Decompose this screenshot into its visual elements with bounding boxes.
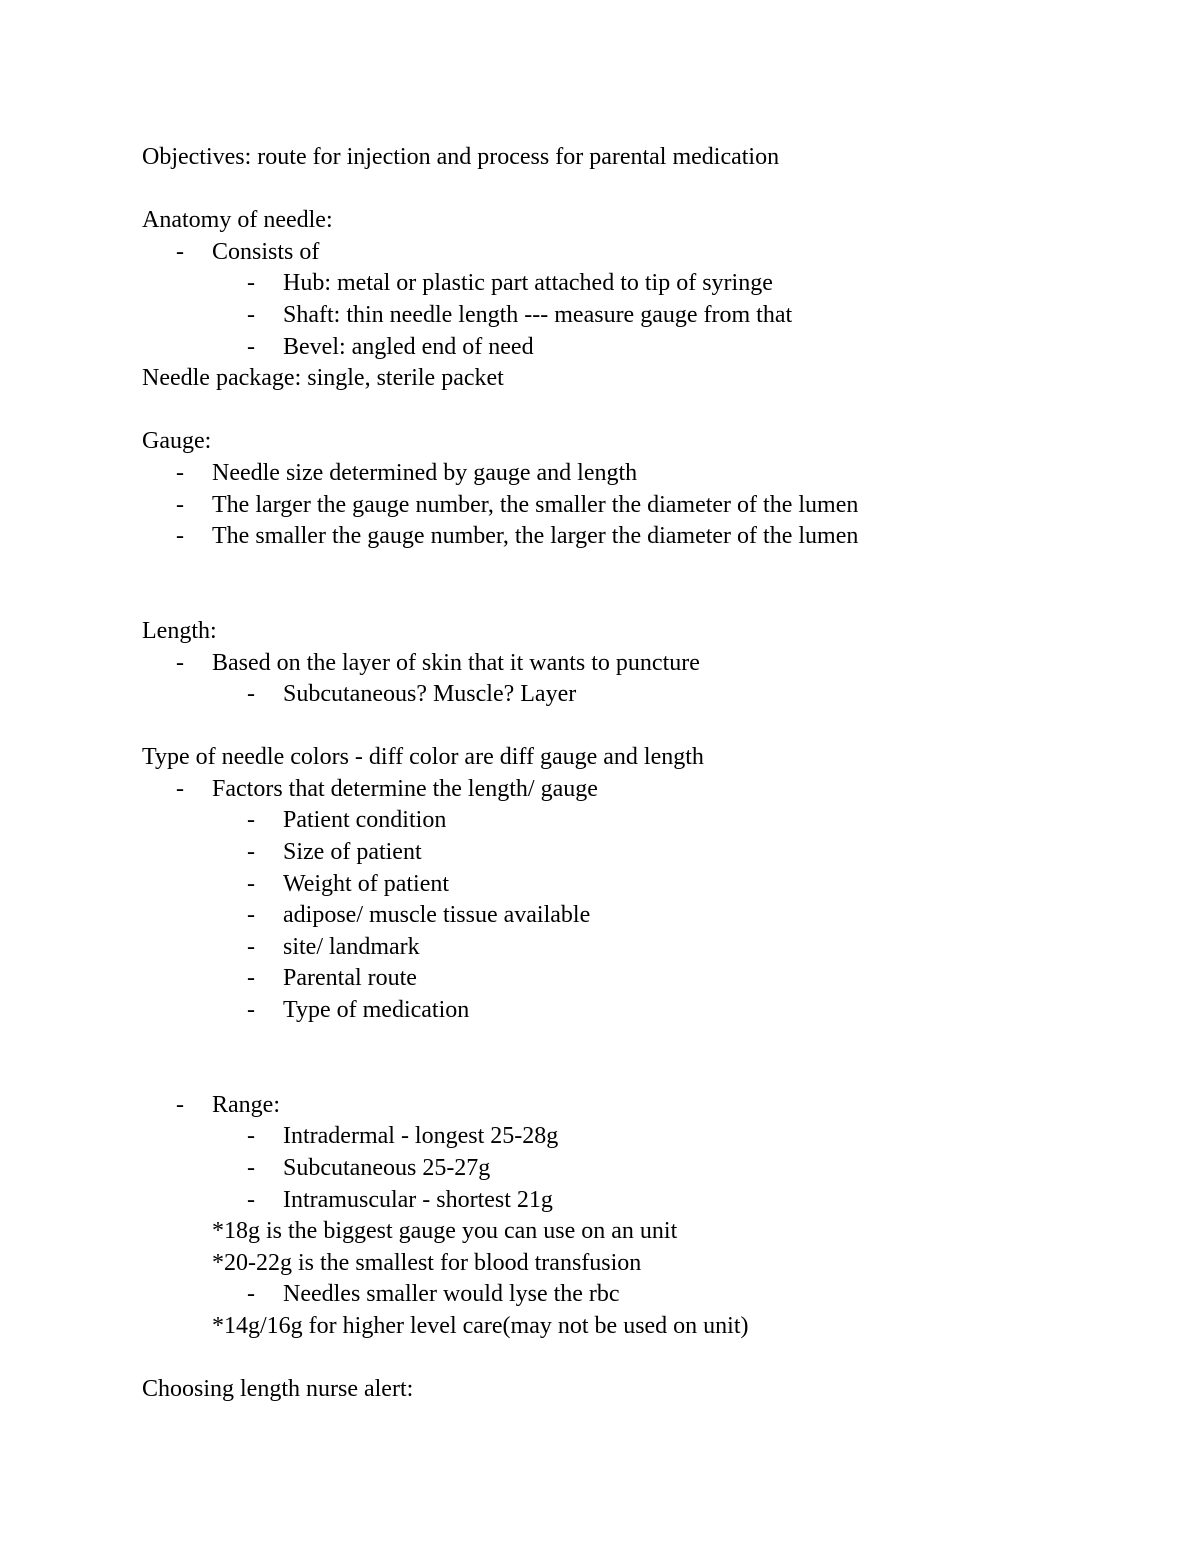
factor-text: Patient condition <box>283 807 447 834</box>
blank-line <box>142 395 1102 427</box>
list-item <box>142 995 1102 1027</box>
bullet-dash: - <box>176 649 184 676</box>
range-item-text: Intradermal - longest 25-28g <box>283 1123 559 1150</box>
bullet-dash: - <box>247 301 255 328</box>
factor-text: Size of patient <box>283 839 422 866</box>
bullet-dash: - <box>247 839 255 866</box>
list-item <box>142 900 1102 932</box>
bullet-dash: - <box>176 491 184 518</box>
bullet-dash: - <box>247 902 255 929</box>
bullet-dash: - <box>247 997 255 1024</box>
factors-label: Factors that determine the length/ gauge <box>212 775 598 802</box>
consists-text: Consists of <box>212 238 320 265</box>
length-subitem-text: Subcutaneous? Muscle? Layer <box>283 681 577 708</box>
bullet-dash: - <box>176 775 184 802</box>
blank-line <box>142 1027 1102 1059</box>
list-item <box>142 963 1102 995</box>
gauge-item-text: The larger the gauge number, the smaller the diameter of the lumen <box>212 491 859 518</box>
bullet-dash: - <box>247 333 255 360</box>
bullet-dash: - <box>176 238 184 265</box>
blank-line <box>142 1058 1102 1090</box>
bullet-dash: - <box>247 681 255 708</box>
bullet-dash: - <box>247 965 255 992</box>
blank-line <box>142 1343 1102 1375</box>
blank-line <box>142 584 1102 616</box>
list-item <box>142 805 1102 837</box>
note-higher-level-care: *14g/16g for higher level care(may not be used on unit) <box>212 1312 749 1339</box>
list-item <box>142 268 1102 300</box>
bullet-dash: - <box>247 1123 255 1150</box>
anatomy-heading: Anatomy of needle: <box>142 207 333 234</box>
bullet-dash: - <box>176 1091 184 1118</box>
choosing-length-heading: Choosing length nurse alert: <box>142 1376 414 1403</box>
range-item-text: Intramuscular - shortest 21g <box>283 1186 553 1213</box>
bevel-text: Bevel: angled end of need <box>283 333 534 360</box>
list-item <box>142 932 1102 964</box>
list-item <box>142 300 1102 332</box>
list-item <box>142 1153 1102 1185</box>
list-item <box>142 774 1102 806</box>
list-item <box>142 648 1102 680</box>
shaft-text: Shaft: thin needle length --- measure gauge from that <box>283 301 793 328</box>
hub-text: Hub: metal or plastic part attached to tip of syringe <box>283 270 773 297</box>
list-item <box>142 869 1102 901</box>
gauge-heading: Gauge: <box>142 428 212 455</box>
list-item <box>142 1090 1102 1122</box>
bullet-dash: - <box>247 1186 255 1213</box>
range-label: Range: <box>212 1091 280 1118</box>
factor-text: Parental route <box>283 965 417 992</box>
note-lyse-text: Needles smaller would lyse the rbc <box>283 1281 620 1308</box>
factor-text: Weight of patient <box>283 870 450 897</box>
bullet-dash: - <box>247 1281 255 1308</box>
bullet-dash: - <box>247 1155 255 1181</box>
gauge-item-text: The smaller the gauge number, the larger the diameter of the lumen <box>212 523 859 550</box>
bullet-dash: - <box>176 523 184 550</box>
blank-line <box>142 711 1102 743</box>
gauge-item-text: Needle size determined by gauge and length <box>212 459 638 486</box>
list-item <box>142 1121 1102 1153</box>
length-item-text: Based on the layer of skin that it wants to puncture <box>212 649 700 676</box>
factor-text: adipose/ muscle tissue available <box>283 902 591 929</box>
package-line: Needle package: single, sterile packet <box>142 365 504 392</box>
length-heading: Length: <box>142 617 217 644</box>
list-item <box>142 837 1102 869</box>
bullet-dash: - <box>247 870 255 897</box>
list-item <box>142 1279 1102 1311</box>
list-item <box>142 332 1102 364</box>
factor-text: Type of medication <box>283 997 470 1024</box>
bullet-dash: - <box>247 807 255 834</box>
list-item <box>142 237 1102 269</box>
objectives-line: Objectives: route for injection and process for parental medication <box>142 144 780 170</box>
colors-heading: Type of needle colors - diff color are diff gauge and length <box>142 744 704 771</box>
factor-text: site/ landmark <box>283 933 420 960</box>
document-content <box>142 142 1102 1406</box>
blank-line <box>142 553 1102 585</box>
bullet-dash: - <box>247 270 255 297</box>
list-item <box>142 1185 1102 1217</box>
blank-line <box>142 174 1102 206</box>
bullet-dash: - <box>247 933 255 960</box>
note-transfusion: *20-22g is the smallest for blood transfusion <box>212 1249 642 1276</box>
bullet-dash: - <box>176 459 184 486</box>
list-item <box>142 679 1102 711</box>
list-item <box>142 521 1102 553</box>
range-item-text: Subcutaneous 25-27g <box>283 1155 491 1181</box>
note-biggest-gauge: *18g is the biggest gauge you can use on an unit <box>212 1218 678 1245</box>
list-item <box>142 490 1102 522</box>
list-item <box>142 458 1102 490</box>
